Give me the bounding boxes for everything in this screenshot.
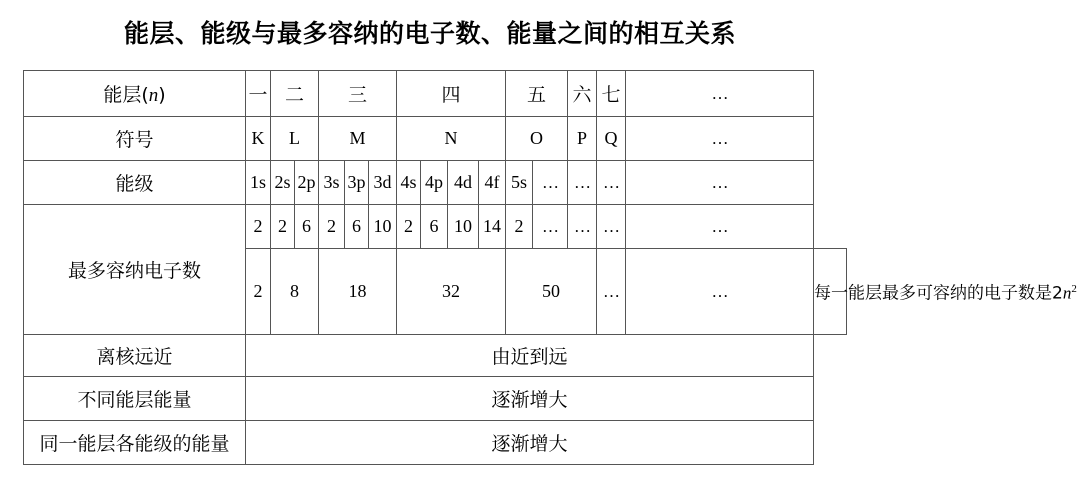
shell-electrons-cell: 32 (397, 249, 506, 335)
energy-level-table (23, 70, 1077, 465)
distance-row (24, 335, 847, 377)
subshell-cell: … (597, 161, 626, 205)
shell-row-label: 能层(n) (24, 71, 246, 117)
shell-cell: 七 (597, 71, 626, 117)
symbol-cell: P (568, 117, 597, 161)
subshell-electrons-cell: 14 (479, 205, 506, 249)
shell-electrons-cell: 2 (246, 249, 271, 335)
shell-cell: 一 (246, 71, 271, 117)
subshell-electrons-row (24, 205, 847, 249)
subshell-cell: 3s (319, 161, 345, 205)
subshell-electrons-cell: 2 (506, 205, 533, 249)
subshell-electrons-cell: … (626, 205, 814, 249)
max-electrons-row-label: 最多容纳电子数 (24, 205, 246, 335)
subshell-electrons-cell: 6 (345, 205, 369, 249)
shell-electrons-cell: … (597, 249, 626, 335)
subshell-electrons-cell: … (533, 205, 568, 249)
same-shell-energy-row-label: 同一能层各能级的能量 (24, 421, 246, 465)
symbol-row-label: 符号 (24, 117, 246, 161)
shell-cell: 三 (319, 71, 397, 117)
note-text: 每一能层最多可容纳的电子数是2 (814, 283, 1063, 304)
subshell-cell: 2p (295, 161, 319, 205)
subshell-row-label: 能级 (24, 161, 246, 205)
subshell-cell: 4p (421, 161, 448, 205)
page-title: 能层、能级与最多容纳的电子数、能量之间的相互关系 (123, 19, 736, 48)
subshell-cell: 4f (479, 161, 506, 205)
subshell-electrons-cell: 2 (271, 205, 295, 249)
shell-electrons-cell: … (626, 249, 814, 335)
same-shell-energy-value: 逐渐增大 (246, 421, 814, 465)
note-var: n (1062, 283, 1072, 303)
symbol-cell: O (506, 117, 568, 161)
subshell-electrons-cell: 2 (319, 205, 345, 249)
subshell-electrons-cell: 2 (246, 205, 271, 249)
shell-cell: 二 (271, 71, 319, 117)
symbol-cell: … (626, 117, 814, 161)
diff-shell-energy-row (24, 377, 847, 421)
subshell-cell: … (626, 161, 814, 205)
subshell-cell: 5s (506, 161, 533, 205)
diff-shell-energy-row-label: 不同能层能量 (24, 377, 246, 421)
subshell-electrons-cell: … (597, 205, 626, 249)
shell-cell: … (626, 71, 814, 117)
subshell-cell: 4s (397, 161, 421, 205)
same-shell-energy-row (24, 421, 847, 465)
shell-electrons-cell: 18 (319, 249, 397, 335)
subshell-electrons-cell: … (568, 205, 597, 249)
subshell-electrons-cell: 2 (397, 205, 421, 249)
subshell-electrons-cell: 10 (369, 205, 397, 249)
shell-cell: 四 (397, 71, 506, 117)
shell-electrons-cell: 50 (506, 249, 597, 335)
subshell-cell: 3p (345, 161, 369, 205)
subshell-cell: … (568, 161, 597, 205)
symbol-cell: M (319, 117, 397, 161)
shell-electrons-note (814, 249, 1077, 335)
shell-cell: 六 (568, 71, 597, 117)
subshell-electrons-cell: 6 (295, 205, 319, 249)
diff-shell-energy-value: 逐渐增大 (246, 377, 814, 421)
symbol-cell: N (397, 117, 506, 161)
subshell-cell: 3d (369, 161, 397, 205)
distance-value: 由近到远 (246, 335, 814, 377)
subshell-row (24, 161, 847, 205)
shell-cell: 五 (506, 71, 568, 117)
symbol-cell: Q (597, 117, 626, 161)
subshell-cell: … (533, 161, 568, 205)
subshell-cell: 4d (448, 161, 479, 205)
symbol-cell: K (246, 117, 271, 161)
symbol-cell: L (271, 117, 319, 161)
subshell-electrons-cell: 6 (421, 205, 448, 249)
distance-row-label: 离核远近 (24, 335, 246, 377)
subshell-cell: 2s (271, 161, 295, 205)
symbol-row (24, 117, 847, 161)
subshell-electrons-cell: 10 (448, 205, 479, 249)
shell-row (24, 71, 847, 117)
shell-electrons-cell: 8 (271, 249, 319, 335)
subshell-cell: 1s (246, 161, 271, 205)
note-exponent: 2 (1071, 283, 1077, 296)
